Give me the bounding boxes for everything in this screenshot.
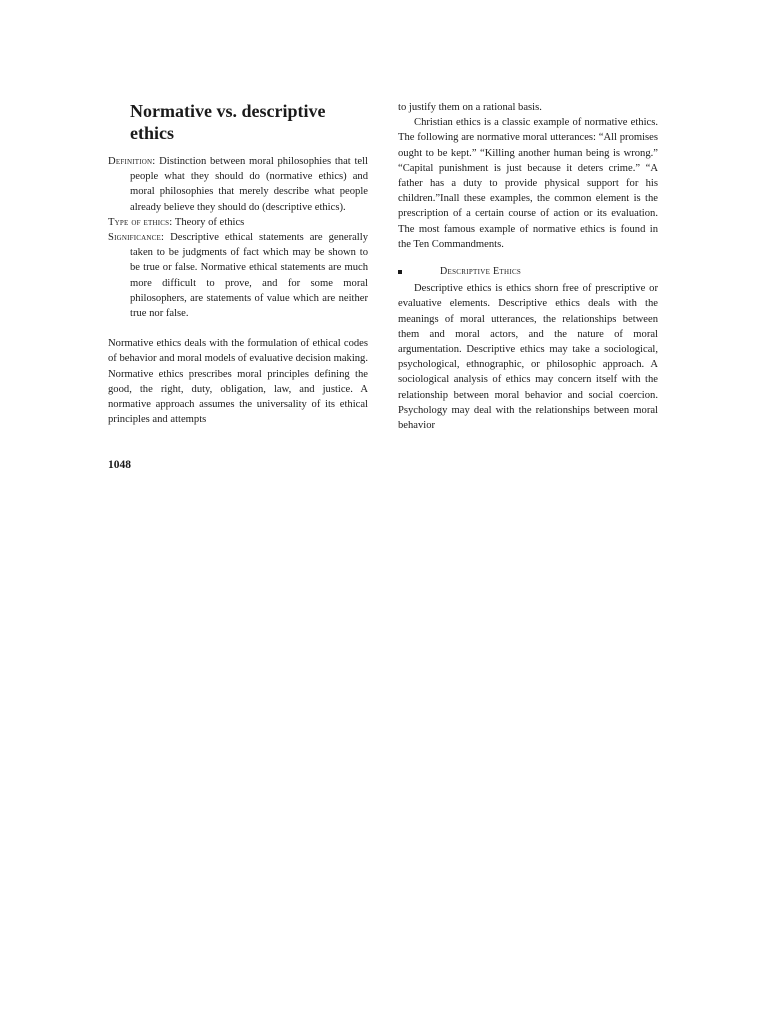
type-text: Theory of ethics [172, 216, 245, 228]
continuation-text: to justify them on a rational basis. [398, 102, 542, 113]
bullet-icon [398, 270, 402, 274]
section-heading [398, 264, 658, 279]
normative-example-paragraph: Christian ethics is a classic example of normative ethics. The following are normative moral utterances: “All promises ought to be kept.” “Killing another human being is wrong.” “Capital punishment is just because it deters crime.” “A father has a duty to provide physical support for his children.”Inall these examples, the common element is the prescription of a certain course of action or its evaluation. The most famous example of normative ethics is found in the Ten Commandments. [398, 117, 658, 250]
paragraph-gap [108, 321, 368, 336]
type-label: Type of ethics: [108, 216, 173, 228]
significance-entry [108, 230, 368, 321]
type-entry [108, 215, 368, 230]
definition-text: Distinction between moral philosophies that tell people what they should do (normative ethics) and moral philosophies that merely describe what people already believe they should do (descriptive ethics). [130, 156, 368, 213]
definition-label: Definition: [108, 156, 156, 167]
section-title: Descriptive Ethics [440, 266, 522, 278]
left-column [108, 100, 368, 427]
right-column [398, 100, 658, 433]
significance-label: Significance: [108, 232, 165, 244]
article-title: Normative vs. descriptive ethics [130, 101, 326, 143]
significance-text: Descriptive ethical statements are generally taken to be judgments of fact which may be shown to be true or false. Normative ethical statements are much more difficult to prove, and for some moral philosophers, are statements of value which are neither true nor false. [130, 232, 368, 320]
definition-entry [108, 154, 368, 215]
descriptive-ethics-paragraph: Descriptive ethics is ethics shorn free of prescriptive or evaluative elements. Descriptive ethics deals with the meanings of moral utterances, the relationships between them and moral actors, and the nature of moral argumentation. Descriptive ethics may take a sociological, psychological, ethnographic, or philosophic approach. A sociological analysis of ethics may concern itself with the relationship between moral behavior and social coercion. Psychology may deal with the relationships between moral behavior [398, 283, 658, 432]
body-paragraph: Normative ethics deals with the formulation of ethical codes of behavior and moral models of evaluative decision making. Normative ethics prescribes moral principles defining the good, the right, duty, obligation, law, and justice. A normative approach assumes the universality of its ethical principles and attempts [108, 338, 368, 426]
page-number: 1048 [108, 459, 131, 471]
